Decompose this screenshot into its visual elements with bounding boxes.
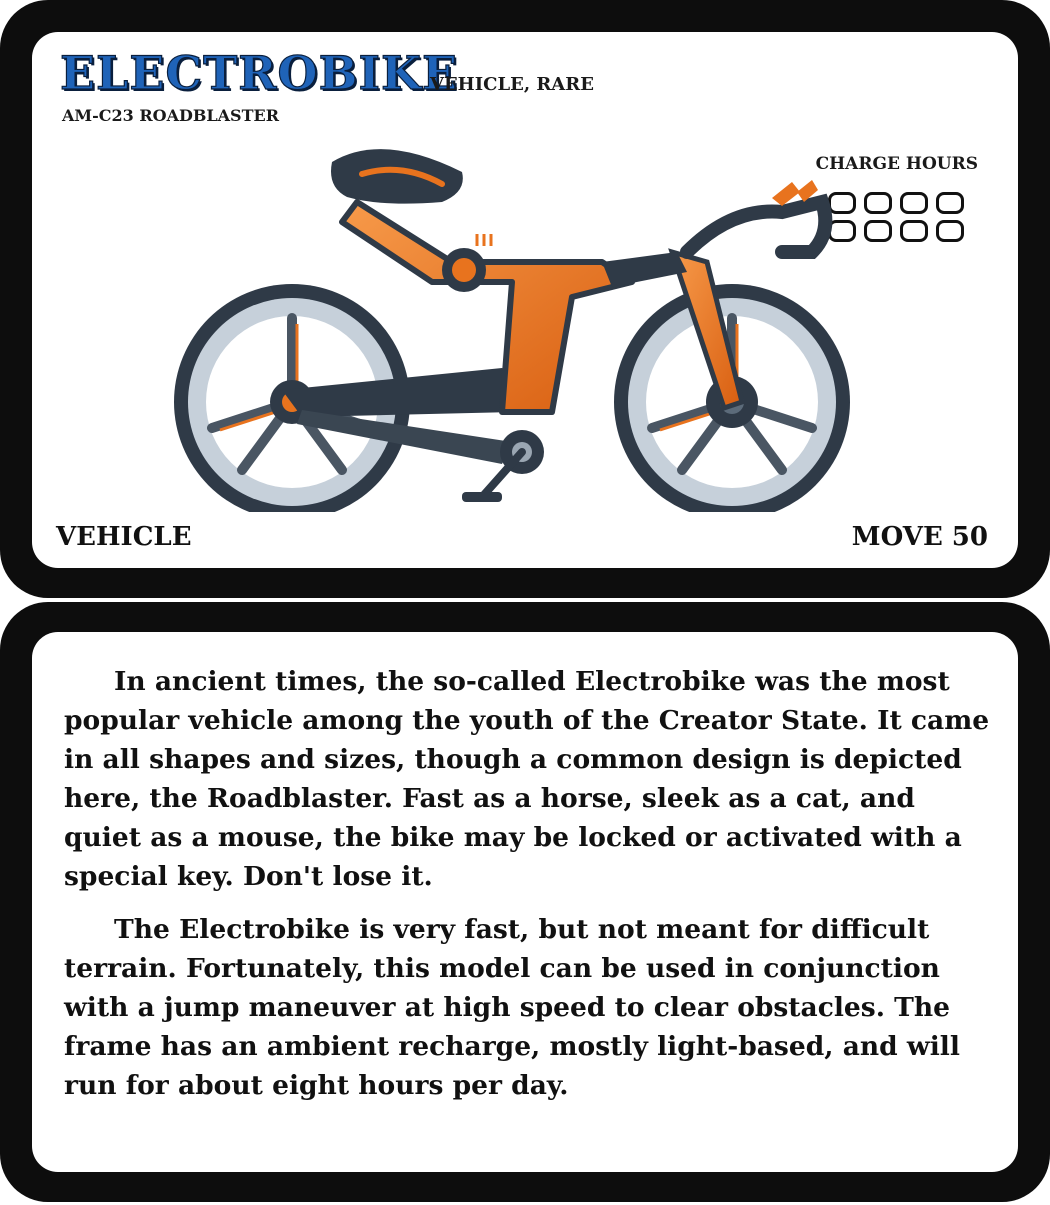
flavor-paragraph: In ancient times, the so-called Electrobike was the most popular vehicle among the youth of the Creator State. It came in all shapes and sizes, though a common design is depicted here, the Roadblaster. Fast as a horse, sleek as a cat, and quiet as a mouse, the bike may be locked or activated with a special key. Don't lose it. xyxy=(64,666,990,892)
card-move-stat: MOVE 50 xyxy=(851,522,988,552)
flavor-text xyxy=(64,662,994,1119)
card-type-line: VEHICLE, RARE xyxy=(430,74,594,95)
card-category: VEHICLE xyxy=(56,522,192,552)
card-back xyxy=(0,602,1050,1202)
electric-bike-icon xyxy=(132,112,872,512)
charge-box[interactable] xyxy=(936,220,964,242)
card-front-face xyxy=(32,32,1018,568)
charge-box[interactable] xyxy=(900,192,928,214)
card-title: ELECTROBIKE xyxy=(60,46,459,100)
charge-hours-label: CHARGE HOURS xyxy=(815,154,978,174)
flavor-paragraph: The Electrobike is very fast, but not meant for difficult terrain. Fortunately, this model can be used in conjunction with a jump maneuver at high speed to clear obstacles. The frame has an ambient recharge, mostly light-based, and will run for about eight hours per day. xyxy=(64,914,960,1101)
card-back-face xyxy=(32,632,1018,1172)
card-front xyxy=(0,0,1050,598)
card-subtitle: AM-C23 ROADBLASTER xyxy=(62,106,279,125)
charge-box[interactable] xyxy=(936,192,964,214)
charge-box[interactable] xyxy=(900,220,928,242)
